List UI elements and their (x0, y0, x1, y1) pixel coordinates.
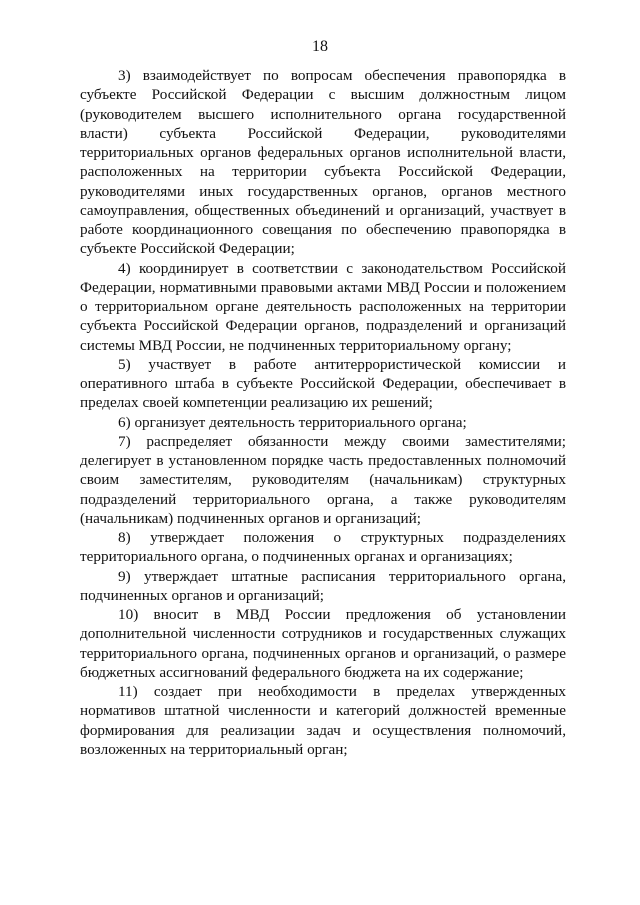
paragraph-item-8: 8) утверждает положения о структурных подразделениях территориального органа, о подчиненных органах и организациях; (80, 529, 566, 566)
paragraph-item-6: 6) организует деятельность территориального органа; (118, 413, 467, 431)
paragraph-item-3: 3) взаимодействует по вопросам обеспечения правопорядка в субъекте Российской Федерации с высшим должностным лицом (руководителем высшего исполнительного органа государственной власти) субъекта Российской Федерации, руководителями территориальных органов федеральных органов исполнительной власти, расположенных на территории субъекта Российской Федерации, руководителями иных государственных органов, органов местного самоуправления, общественных объединений и организаций, участвует в работе координационного совещания по обеспечению правопорядка в субъекте Российской Федерации; (80, 67, 566, 258)
document-body (80, 66, 566, 759)
page-number: 18 (312, 38, 328, 55)
paragraph-item-11: 11) создает при необходимости в пределах утвержденных нормативов штатной численности и категорий должностей временные формирования для реализации задач и осуществления полномочий, возложенных на территориальный орган; (80, 683, 566, 758)
paragraph-item-7: 7) распределяет обязанности между своими заместителями; делегирует в установленном порядке часть предоставленных полномочий своим заместителям, руководителям (начальникам) структурных подразделений территориального органа, а также руководителям (начальникам) подчиненных органов и организаций; (80, 432, 566, 527)
paragraph-item-9: 9) утверждает штатные расписания территориального органа, подчиненных органов и организаций; (80, 567, 566, 604)
paragraph-item-5: 5) участвует в работе антитеррористической комиссии и оперативного штаба в субъекте Российской Федерации, обеспечивает в пределах своей компетенции реализацию их решений; (80, 355, 566, 412)
paragraph-item-4: 4) координирует в соответствии с законодательством Российской Федерации, нормативными правовыми актами МВД России и положением о территориальном органе деятельность расположенных на территории субъекта Российской Федерации органов, подразделений и организаций системы МВД России, не подчиненных территориальному органу; (80, 259, 566, 354)
paragraph-item-10: 10) вносит в МВД России предложения об установлении дополнительной численности сотрудников и государственных служащих территориального органа, подчиненных органов и организаций, о размере бюджетных ассигнований федерального бюджета на их содержание; (80, 606, 566, 681)
